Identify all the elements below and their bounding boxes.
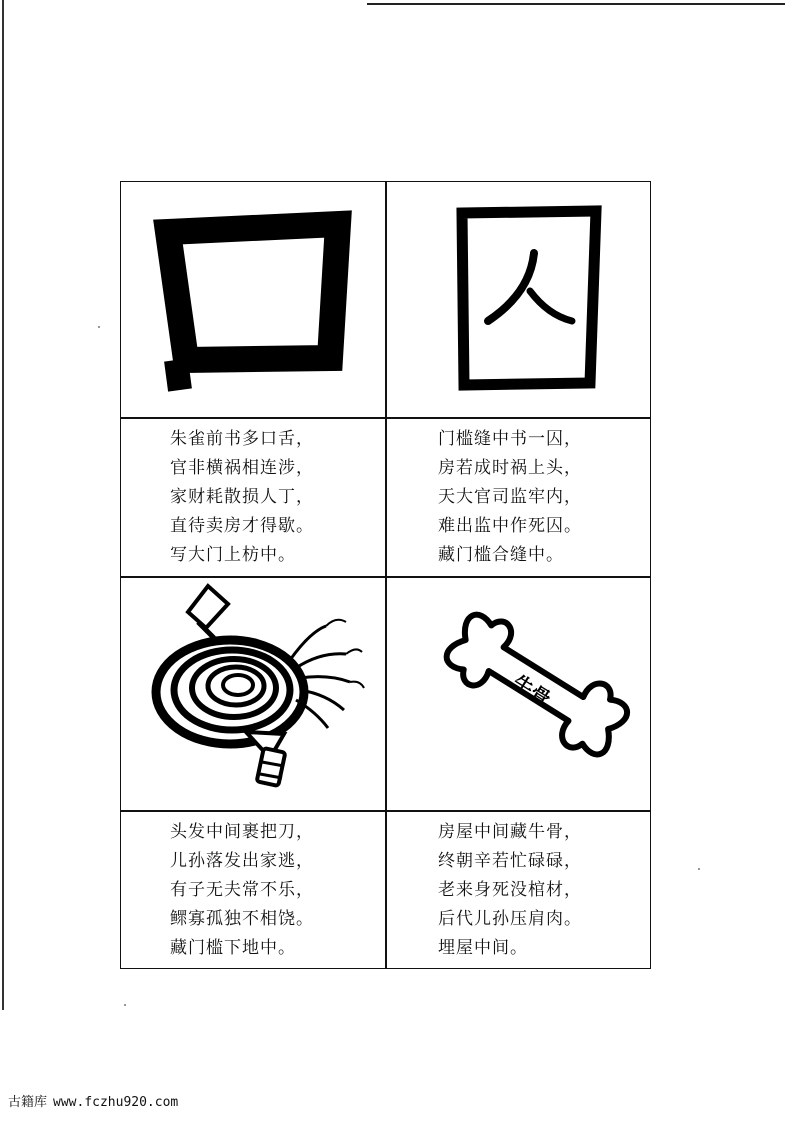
table-divider-vertical bbox=[385, 181, 387, 969]
verse-line: 埋屋中间。 bbox=[438, 938, 528, 958]
verse-line: 藏门槛合缝中。 bbox=[438, 545, 564, 565]
verse-line: 房屋中间藏牛骨， bbox=[438, 822, 582, 842]
site-name: 古籍库 bbox=[8, 1095, 48, 1110]
verse-line: 后代儿孙压肩肉。 bbox=[438, 909, 582, 929]
verse-line: 门槛缝中书一囚， bbox=[438, 429, 582, 449]
mouth-character-icon bbox=[150, 210, 360, 400]
verse-prisoner bbox=[438, 425, 582, 570]
prisoner-character-icon bbox=[450, 205, 610, 395]
verse-line: 头发中间裹把刀， bbox=[170, 822, 314, 842]
verse-line: 家财耗散损人丁， bbox=[170, 487, 314, 507]
verse-hair-knife bbox=[170, 818, 314, 963]
site-url-link[interactable]: www.fczhu920.com bbox=[53, 1095, 179, 1110]
verse-mouth bbox=[170, 425, 314, 570]
verse-line: 天大官司监牢内， bbox=[438, 487, 582, 507]
verse-line: 难出监中作死囚。 bbox=[438, 516, 582, 536]
table-divider-row-3 bbox=[120, 810, 651, 812]
table-divider-row-1 bbox=[120, 417, 651, 419]
verse-line: 藏门槛下地中。 bbox=[170, 938, 296, 958]
verse-line: 老来身死没棺材， bbox=[438, 880, 582, 900]
scan-speck bbox=[98, 326, 100, 328]
ox-bone-icon bbox=[415, 596, 635, 796]
top-rule bbox=[367, 3, 785, 5]
left-rule bbox=[2, 0, 4, 1010]
table-divider-row-2 bbox=[120, 576, 651, 578]
verse-line: 有子无夫常不乐， bbox=[170, 880, 314, 900]
verse-line: 直待卖房才得歇。 bbox=[170, 516, 314, 536]
scan-speck bbox=[124, 1004, 126, 1006]
verse-line: 鳏寡孤独不相饶。 bbox=[170, 909, 314, 929]
bone-inscription: 牛骨 bbox=[508, 669, 555, 712]
verse-line: 儿孙落发出家逃， bbox=[170, 851, 314, 871]
verse-line: 房若成时祸上头， bbox=[438, 458, 582, 478]
verse-line: 写大门上枋中。 bbox=[170, 545, 296, 565]
hair-knife-icon bbox=[150, 582, 370, 804]
verse-line: 官非横祸相连涉， bbox=[170, 458, 314, 478]
verse-ox-bone bbox=[438, 818, 582, 963]
scan-speck bbox=[698, 868, 700, 870]
verse-line: 朱雀前书多口舌， bbox=[170, 429, 314, 449]
verse-line: 终朝辛若忙碌碌， bbox=[438, 851, 582, 871]
site-footer bbox=[8, 1091, 178, 1110]
